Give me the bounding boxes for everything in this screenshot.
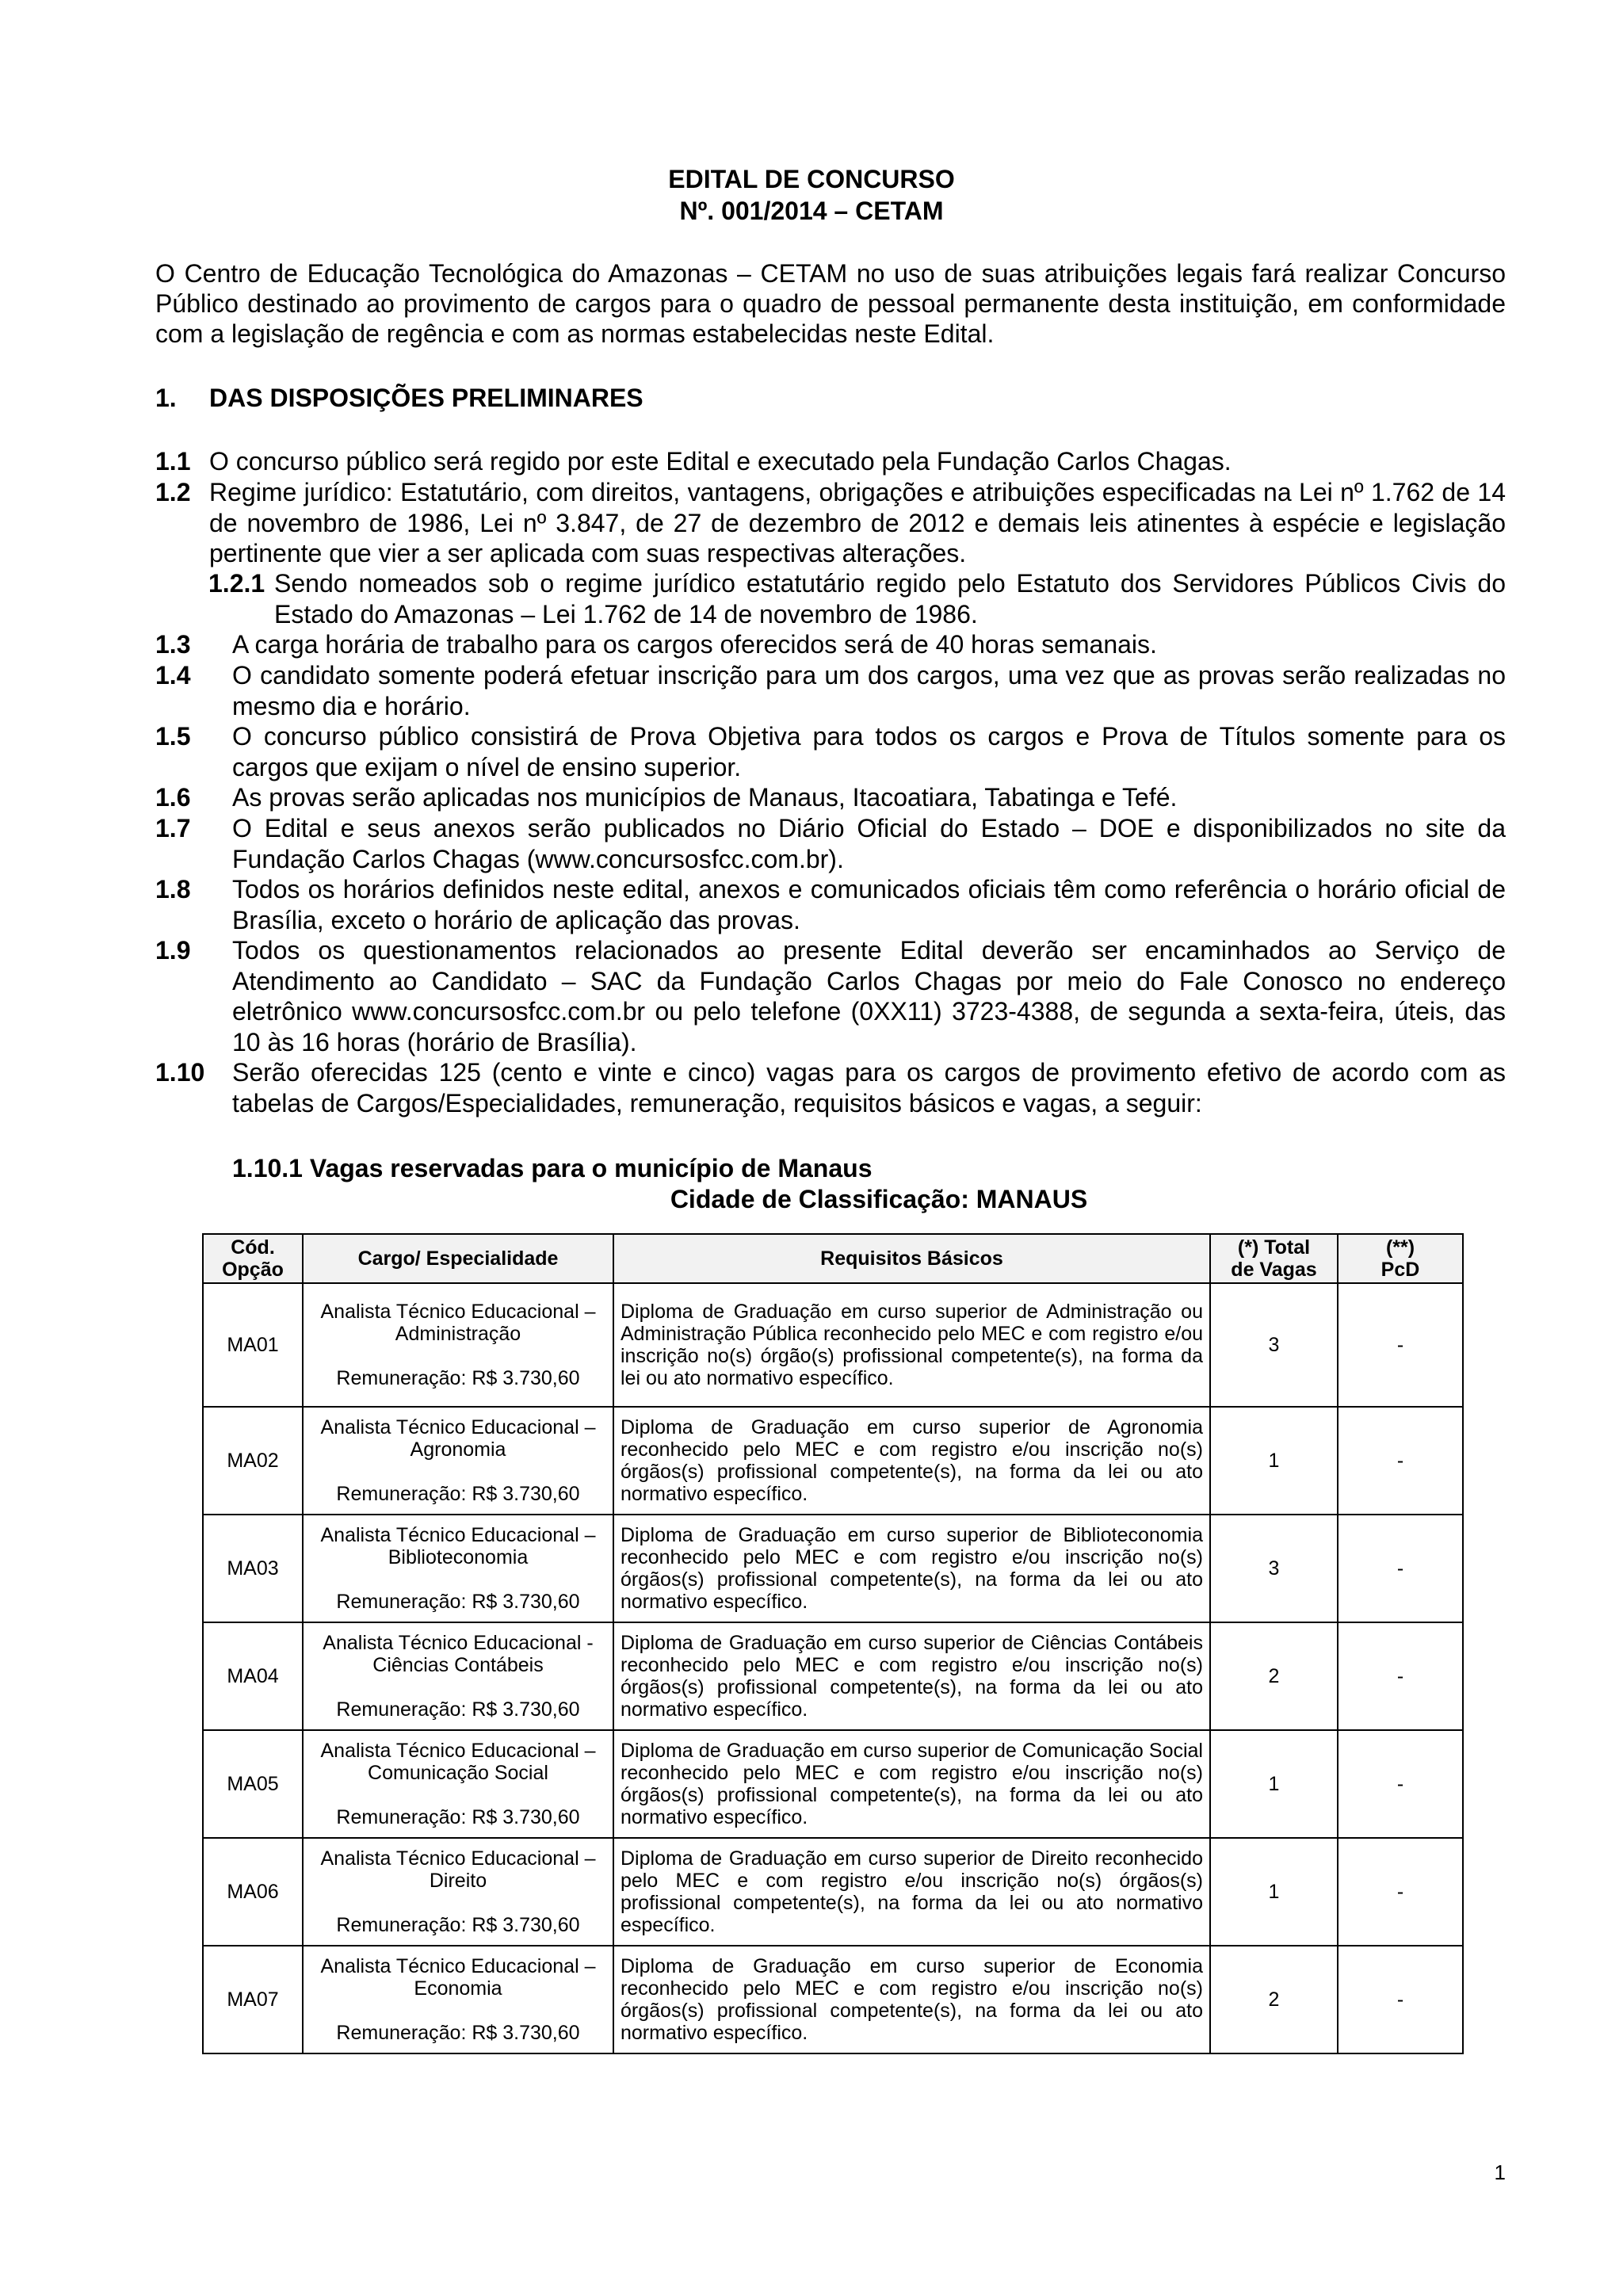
table-row xyxy=(203,1283,1463,1407)
cell-cod: MA07 xyxy=(203,1946,303,2053)
table-row xyxy=(203,1838,1463,1946)
cell-cargo xyxy=(303,1838,613,1946)
clause-1-8 xyxy=(155,874,1506,935)
cargo-remuneration: Remuneração: R$ 3.730,60 xyxy=(336,1591,580,1613)
cargo-remuneration: Remuneração: R$ 3.730,60 xyxy=(336,1483,580,1505)
cell-requisitos: Diploma de Graduação em curso superior de Direito reconhecido pelo MEC e com registro e/ou inscrição no(s) órgãos(s) profissional competente(s), na forma da lei ou ato normativo específico. xyxy=(613,1838,1210,1946)
header-text: PcD xyxy=(1381,1259,1420,1281)
clause-1-6 xyxy=(155,782,1506,813)
clause-text: O Edital e seus anexos serão publicados no Diário Oficial do Estado – DOE e disponibilizados no site da Fundação Carlos Chagas (www.concursosfcc.com.br). xyxy=(232,814,1506,873)
cell-cod: MA04 xyxy=(203,1622,303,1730)
section-title: DAS DISPOSIÇÕES PRELIMINARES xyxy=(209,384,643,412)
header-text: Cód. xyxy=(231,1236,275,1259)
cell-cargo xyxy=(303,1283,613,1407)
clause-number: 1.7 xyxy=(155,814,191,842)
clause-text: Todos os horários definidos neste edital, anexos e comunicados oficiais têm como referência o horário oficial de Brasília, exceto o horário de aplicação das provas. xyxy=(232,875,1506,934)
col-header-cargo: Cargo/ Especialidade xyxy=(303,1234,613,1283)
cargo-name: Analista Técnico Educacional - Ciências Contábeis xyxy=(323,1632,594,1676)
cell-requisitos: Diploma de Graduação em curso superior de Economia reconhecido pelo MEC e com registro e/ou inscrição no(s) órgãos(s) profissional competente(s), na forma da lei ou ato normativo específico. xyxy=(613,1946,1210,2053)
clause-1-2-1 xyxy=(208,568,1506,629)
table-row xyxy=(203,1515,1463,1622)
cargo-remuneration: Remuneração: R$ 3.730,60 xyxy=(336,1806,580,1828)
clause-1-4 xyxy=(155,660,1506,721)
clause-number: 1.3 xyxy=(155,630,191,659)
clause-text: Todos os questionamentos relacionados ao presente Edital deverão ser encaminhados ao Serviço de Atendimento ao Candidato – SAC da Fundação Carlos Chagas por meio do Fale Conosco no endereço eletrônico www.concursosfcc.com.br ou pelo telefone (0XX11) 3723-4388, de segunda a sexta-feira, úteis, das 10 às 16 horas (horário de Brasília). xyxy=(232,936,1506,1056)
cell-pcd: - xyxy=(1338,1622,1463,1730)
cargo-name: Analista Técnico Educacional – Economia xyxy=(320,1955,596,2000)
clause-text: O concurso público será regido por este Edital e executado pela Fundação Carlos Chagas. xyxy=(209,447,1232,476)
col-header-total xyxy=(1210,1234,1338,1283)
section-number: 1. xyxy=(155,384,177,412)
clause-text: A carga horária de trabalho para os cargos oferecidos será de 40 horas semanais. xyxy=(232,630,1157,659)
cell-total: 1 xyxy=(1210,1838,1338,1946)
clause-number: 1.10 xyxy=(155,1058,205,1087)
cell-pcd: - xyxy=(1338,1838,1463,1946)
cell-cargo xyxy=(303,1407,613,1515)
cell-cargo xyxy=(303,1515,613,1622)
page-number: 1 xyxy=(1494,2160,1506,2184)
vacancies-table xyxy=(202,1233,1464,2054)
clause-number: 1.2.1 xyxy=(208,569,265,598)
cargo-remuneration: Remuneração: R$ 3.730,60 xyxy=(336,1367,580,1389)
cell-cod: MA01 xyxy=(203,1283,303,1407)
clause-text: Serão oferecidas 125 (cento e vinte e cinco) vagas para os cargos de provimento efetivo de acordo com as tabelas de Cargos/Especialidades, remuneração, requisitos básicos e vagas, a seguir: xyxy=(232,1058,1506,1117)
cell-requisitos: Diploma de Graduação em curso superior de Comunicação Social reconhecido pelo MEC e com registro e/ou inscrição no(s) órgãos(s) profissional competente(s), na forma da lei ou ato normativo específico. xyxy=(613,1730,1210,1838)
cell-requisitos: Diploma de Graduação em curso superior de Administração ou Administração Pública reconhecido pelo MEC e com registro e/ou inscrição no(s) órgão(s) profissional competente(s), na forma da lei ou ato normativo específico. xyxy=(613,1283,1210,1407)
table-header-row xyxy=(203,1234,1463,1283)
col-header-pcd xyxy=(1338,1234,1463,1283)
cell-cod: MA02 xyxy=(203,1407,303,1515)
clause-number: 1.5 xyxy=(155,722,191,751)
clause-number: 1.8 xyxy=(155,875,191,904)
clause-1-1 xyxy=(155,446,1506,477)
cargo-remuneration: Remuneração: R$ 3.730,60 xyxy=(336,1914,580,1936)
cell-total: 3 xyxy=(1210,1515,1338,1622)
cell-pcd: - xyxy=(1338,1515,1463,1622)
clause-number: 1.2 xyxy=(155,478,191,506)
table-row xyxy=(203,1946,1463,2053)
document-title: EDITAL DE CONCURSO xyxy=(668,165,955,193)
cell-requisitos: Diploma de Graduação em curso superior de Biblioteconomia reconhecido pelo MEC e com registro e/ou inscrição no(s) órgãos(s) profissional competente(s), na forma da lei ou ato normativo específico. xyxy=(613,1515,1210,1622)
classification-city: Cidade de Classificação: MANAUS xyxy=(670,1185,1088,1213)
cargo-name: Analista Técnico Educacional – Administração xyxy=(320,1301,596,1345)
col-header-requisitos: Requisitos Básicos xyxy=(613,1234,1210,1283)
edital-number: Nº. 001/2014 – CETAM xyxy=(679,197,944,225)
cell-total: 1 xyxy=(1210,1730,1338,1838)
cell-cod: MA06 xyxy=(203,1838,303,1946)
table-row xyxy=(203,1622,1463,1730)
cargo-name: Analista Técnico Educacional – Biblioteconomia xyxy=(320,1524,596,1568)
clause-1-9 xyxy=(155,935,1506,1057)
clause-text: Regime jurídico: Estatutário, com direitos, vantagens, obrigações e atribuições especificadas na Lei nº 1.762 de 14 de novembro de 1986, Lei nº 3.847, de 27 de dezembro de 2012 e demais leis atinentes à espécie e legislação pertinente que vier a ser aplicada com suas respectivas alterações. xyxy=(209,478,1506,567)
clause-number: 1.6 xyxy=(155,783,191,812)
cell-cargo xyxy=(303,1622,613,1730)
header-text: (**) xyxy=(1385,1236,1415,1259)
clause-1-2 xyxy=(155,477,1506,569)
subsection-title: 1.10.1 Vagas reservadas para o município de Manaus xyxy=(232,1154,873,1182)
cell-total: 2 xyxy=(1210,1622,1338,1730)
table-row xyxy=(203,1730,1463,1838)
header-text: Opção xyxy=(222,1259,284,1281)
clause-number: 1.4 xyxy=(155,661,191,690)
table-row xyxy=(203,1407,1463,1515)
cell-pcd: - xyxy=(1338,1730,1463,1838)
clause-1-10 xyxy=(155,1057,1506,1118)
cell-cargo xyxy=(303,1946,613,2053)
cell-pcd: - xyxy=(1338,1407,1463,1515)
cargo-remuneration: Remuneração: R$ 3.730,60 xyxy=(336,2022,580,2044)
col-header-cod xyxy=(203,1234,303,1283)
cell-pcd: - xyxy=(1338,1946,1463,2053)
section-heading xyxy=(155,382,643,414)
clause-number: 1.9 xyxy=(155,936,191,965)
clause-text: O candidato somente poderá efetuar inscrição para um dos cargos, uma vez que as provas serão realizadas no mesmo dia e horário. xyxy=(232,661,1506,720)
cell-pcd: - xyxy=(1338,1283,1463,1407)
header-text: (*) Total xyxy=(1237,1236,1311,1259)
cell-cargo xyxy=(303,1730,613,1838)
clause-1-3 xyxy=(155,629,1506,660)
cargo-name: Analista Técnico Educacional – Comunicação Social xyxy=(320,1740,596,1784)
cell-total: 3 xyxy=(1210,1283,1338,1407)
clause-text: As provas serão aplicadas nos municípios de Manaus, Itacoatiara, Tabatinga e Tefé. xyxy=(232,783,1178,812)
header-text: de Vagas xyxy=(1231,1259,1317,1281)
intro-paragraph: O Centro de Educação Tecnológica do Amazonas – CETAM no uso de suas atribuições legais fará realizar Concurso Público destinado ao provimento de cargos para o quadro de pessoal permanente desta instituição, em conformidade com a legislação de regência e com as normas estabelecidas neste Edital. xyxy=(155,259,1506,348)
clause-text: O concurso público consistirá de Prova Objetiva para todos os cargos e Prova de Títulos somente para os cargos que exijam o nível de ensino superior. xyxy=(232,722,1506,781)
clause-text: Sendo nomeados sob o regime jurídico estatutário regido pelo Estatuto dos Servidores Públicos Civis do Estado do Amazonas – Lei 1.762 de 14 de novembro de 1986. xyxy=(274,569,1506,628)
cargo-remuneration: Remuneração: R$ 3.730,60 xyxy=(336,1698,580,1721)
cell-cod: MA03 xyxy=(203,1515,303,1622)
cargo-name: Analista Técnico Educacional – Direito xyxy=(320,1847,596,1892)
clause-1-5 xyxy=(155,721,1506,782)
cell-cod: MA05 xyxy=(203,1730,303,1838)
cargo-name: Analista Técnico Educacional – Agronomia xyxy=(320,1416,596,1461)
cell-total: 2 xyxy=(1210,1946,1338,2053)
cell-requisitos: Diploma de Graduação em curso superior de Ciências Contábeis reconhecido pelo MEC e com registro e/ou inscrição no(s) órgãos(s) profissional competente(s), na forma da lei ou ato normativo específico. xyxy=(613,1622,1210,1730)
clause-number: 1.1 xyxy=(155,447,191,476)
cell-requisitos: Diploma de Graduação em curso superior de Agronomia reconhecido pelo MEC e com registro e/ou inscrição no(s) órgãos(s) profissional competente(s), na forma da lei ou ato normativo específico. xyxy=(613,1407,1210,1515)
clause-1-7 xyxy=(155,813,1506,874)
cell-total: 1 xyxy=(1210,1407,1338,1515)
